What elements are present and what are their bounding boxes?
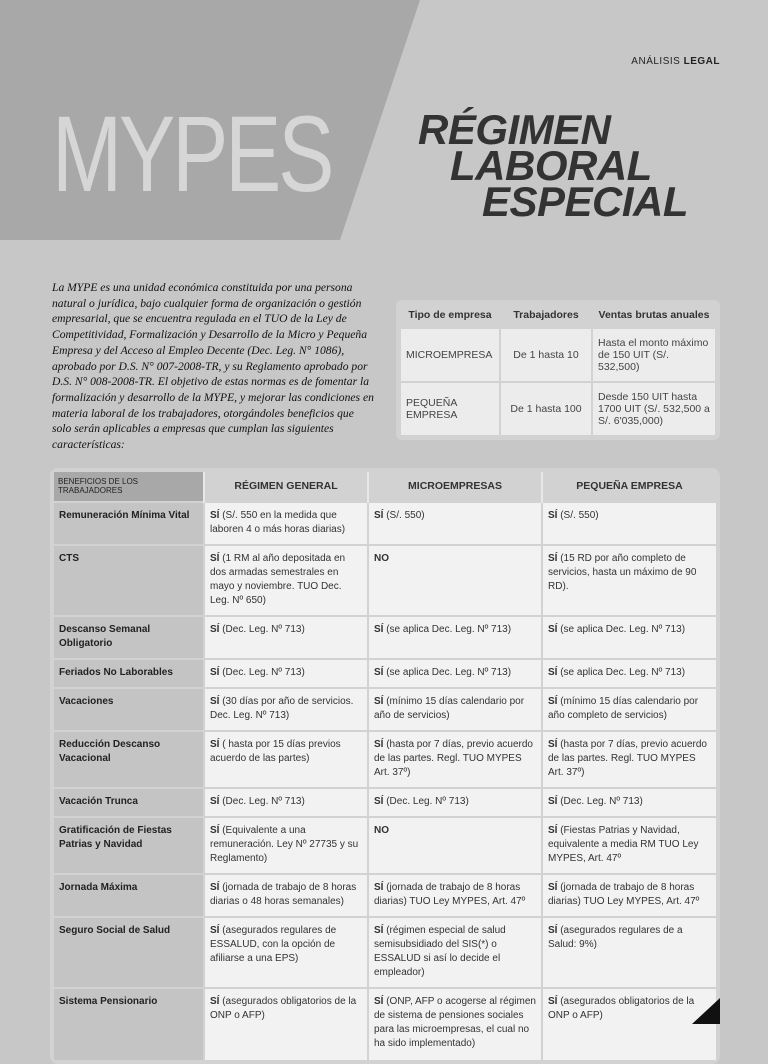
benefit-detail: (Dec. Leg. Nº 713) — [219, 667, 305, 678]
benefit-answer: SÍ — [210, 925, 220, 936]
benefit-answer: SÍ — [210, 510, 220, 521]
benefit-detail: (Dec. Leg. Nº 713) — [219, 796, 305, 807]
benefit-cell-pequena — [542, 988, 716, 1060]
benefit-cell-pequena — [542, 731, 716, 788]
benefit-label: Remuneración Mínima Vital — [54, 502, 204, 545]
benefit-cell-pequena — [542, 616, 716, 659]
table-row — [400, 328, 716, 382]
benefit-detail: ( hasta por 15 días previos acuerdo de las partes) — [210, 739, 341, 764]
benefit-answer: SÍ — [210, 739, 220, 750]
benefit-answer: SÍ — [548, 553, 558, 564]
benefit-label: Descanso Semanal Obligatorio — [54, 616, 204, 659]
benefit-cell-micro — [368, 659, 542, 688]
benefit-answer: SÍ — [374, 925, 384, 936]
benefit-cell-general — [204, 731, 368, 788]
table-row — [54, 817, 716, 874]
benefit-cell-pequena — [542, 502, 716, 545]
benefit-detail: (hasta por 7 días, previo acuerdo de las partes. Regl. TUO MYPES Art. 37º) — [374, 739, 533, 778]
benefit-cell-micro — [368, 502, 542, 545]
benefit-cell-micro — [368, 688, 542, 731]
table-row — [54, 731, 716, 788]
benefit-label: Jornada Máxima — [54, 874, 204, 917]
benefit-cell-micro — [368, 917, 542, 988]
benefit-answer: SÍ — [548, 510, 558, 521]
company-size-table — [396, 300, 720, 440]
benefit-detail: (Dec. Leg. Nº 713) — [219, 624, 305, 635]
benefit-answer: SÍ — [548, 925, 558, 936]
benefit-detail: (1 RM al año depositada en dos armadas semestrales en mayo y noviembre. TUO Dec. Leg. Nº 650) — [210, 553, 346, 606]
benefit-answer: SÍ — [210, 996, 220, 1007]
benefit-label: Sistema Pensionario — [54, 988, 204, 1060]
benefit-answer: SÍ — [374, 696, 384, 707]
benefit-cell-general — [204, 502, 368, 545]
benefit-detail: (30 días por año de servicios. Dec. Leg. Nº 713) — [210, 696, 354, 721]
benefit-cell-general — [204, 874, 368, 917]
benefit-detail: (jornada de trabajo de 8 horas diarias) TUO Ley MYPES, Art. 47º — [374, 882, 526, 907]
table-row — [54, 788, 716, 817]
size-cell: MICROEMPRESA — [400, 328, 500, 382]
benefit-answer: SÍ — [548, 696, 558, 707]
size-cell: Desde 150 UIT hasta 1700 UIT (S/. 532,500 a S/. 6'035,000) — [592, 382, 716, 436]
benefit-label: Seguro Social de Salud — [54, 917, 204, 988]
benefit-cell-micro — [368, 788, 542, 817]
benefits-col-header: RÉGIMEN GENERAL — [204, 472, 368, 502]
benefit-cell-micro — [368, 874, 542, 917]
benefits-table — [50, 468, 720, 1064]
benefit-detail: (S/. 550) — [557, 510, 599, 521]
benefit-detail: (Fiestas Patrias y Navidad, equivalente a media RM TUO Ley MYPES, Art. 47º — [548, 825, 699, 864]
benefit-cell-general — [204, 817, 368, 874]
benefit-answer: SÍ — [374, 667, 384, 678]
benefit-answer: SÍ — [210, 796, 220, 807]
benefit-answer: SÍ — [210, 553, 220, 564]
benefit-answer: SÍ — [210, 882, 220, 893]
benefit-cell-pequena — [542, 917, 716, 988]
benefit-cell-micro — [368, 817, 542, 874]
benefit-answer: SÍ — [548, 882, 558, 893]
benefit-detail: (Dec. Leg. Nº 713) — [557, 796, 643, 807]
benefit-cell-micro — [368, 988, 542, 1060]
benefit-label: Vacación Trunca — [54, 788, 204, 817]
benefit-detail: (se aplica Dec. Leg. Nº 713) — [383, 667, 512, 678]
title-line-1: RÉGIMEN — [418, 106, 611, 153]
benefit-detail: (Equivalente a una remuneración. Ley Nº 27735 y su Reglamento) — [210, 825, 359, 864]
benefit-detail: (jornada de trabajo de 8 horas diarias) TUO Ley MYPES, Art. 47º — [548, 882, 700, 907]
benefit-cell-general — [204, 659, 368, 688]
benefit-cell-general — [204, 688, 368, 731]
benefit-cell-pequena — [542, 688, 716, 731]
benefit-cell-pequena — [542, 545, 716, 616]
benefit-cell-pequena — [542, 817, 716, 874]
benefit-detail: (mínimo 15 días calendario por año de servicios) — [374, 696, 525, 721]
table-row — [54, 659, 716, 688]
benefit-cell-general — [204, 988, 368, 1060]
benefit-answer: SÍ — [210, 696, 220, 707]
section-label: ANÁLISIS LEGAL — [631, 56, 720, 67]
size-col-header: Tipo de empresa — [408, 309, 492, 321]
benefit-detail: (15 RD por año completo de servicios, hasta un máximo de 90 RD). — [548, 553, 697, 592]
benefit-cell-general — [204, 917, 368, 988]
benefit-detail: (Dec. Leg. Nº 713) — [383, 796, 469, 807]
benefit-detail: (asegurados regulares de a Salud: 9%) — [548, 925, 683, 950]
benefit-cell-pequena — [542, 874, 716, 917]
benefit-label: Reducción Descanso Vacacional — [54, 731, 204, 788]
benefit-answer: SÍ — [374, 996, 384, 1007]
benefit-label: Vacaciones — [54, 688, 204, 731]
benefit-detail: (ONP, AFP o acogerse al régimen de sistema de pensiones sociales para las microempresas, el cual no ha sido implementado) — [374, 996, 536, 1049]
benefit-answer: NO — [374, 825, 389, 836]
benefit-cell-pequena — [542, 788, 716, 817]
page-corner-marker — [692, 998, 720, 1024]
table-row — [54, 988, 716, 1060]
benefit-answer: SÍ — [548, 739, 558, 750]
benefit-answer: SÍ — [210, 667, 220, 678]
benefit-cell-general — [204, 788, 368, 817]
size-cell: De 1 hasta 100 — [500, 382, 592, 436]
benefit-detail: (asegurados obligatorios de la ONP o AFP) — [548, 996, 695, 1021]
benefit-label: CTS — [54, 545, 204, 616]
benefit-detail: (se aplica Dec. Leg. Nº 713) — [383, 624, 512, 635]
benefit-answer: SÍ — [374, 510, 384, 521]
benefit-answer: SÍ — [210, 825, 220, 836]
benefit-answer: SÍ — [374, 624, 384, 635]
benefit-cell-general — [204, 616, 368, 659]
benefit-answer: SÍ — [374, 882, 384, 893]
benefit-detail: (asegurados regulares de ESSALUD, con la opción de afiliarse a una EPS) — [210, 925, 337, 964]
benefit-cell-micro — [368, 616, 542, 659]
title-line-2: LABORAL — [450, 142, 652, 189]
size-cell: Hasta el monto máximo de 150 UIT (S/. 532,500) — [592, 328, 716, 382]
benefit-answer: SÍ — [548, 667, 558, 678]
benefit-label: Feriados No Laborables — [54, 659, 204, 688]
table-row — [54, 917, 716, 988]
intro-paragraph: La MYPE es una unidad económica constituida por una persona natural o jurídica, bajo cualquier forma de organización o gestión empresarial, que se encuentra regulada en el TUO de la Ley de Competitividad, Formalización y Desarrollo de la Micro y Pequeña Empresa y del Acceso al Empleo Decente (Dec. Leg. N° 1086), aprobado por D.S. N° 007-2008-TR, y su Reglamento aprobado por D.S. N° 008-2008-TR. El objetivo de estas normas es de fomentar la formalización y desarrollo de la MYPE, y mejorar las condiciones en materia laboral de los trabajadores, otorgándoles beneficios que solo serán aplicables a empresas que cumplan las siguientes características: — [52, 281, 374, 452]
benefit-detail: (se aplica Dec. Leg. Nº 713) — [557, 667, 686, 678]
benefit-detail: (se aplica Dec. Leg. Nº 713) — [557, 624, 686, 635]
benefit-cell-micro — [368, 731, 542, 788]
benefit-answer: NO — [374, 553, 389, 564]
benefit-detail: (S/. 550 en la medida que laboren 4 o más horas diarias) — [210, 510, 346, 535]
benefit-detail: (mínimo 15 días calendario por año completo de servicios) — [548, 696, 699, 721]
benefit-answer: SÍ — [548, 796, 558, 807]
benefit-detail: (régimen especial de salud semisubsidiado del SIS(*) o ESSALUD si así lo decide el empleador) — [374, 925, 506, 978]
table-row — [54, 502, 716, 545]
benefit-answer: SÍ — [374, 796, 384, 807]
benefit-detail: (S/. 550) — [383, 510, 425, 521]
size-col-header: Ventas brutas anuales — [598, 309, 710, 321]
benefit-label: Gratificación de Fiestas Patrias y Navidad — [54, 817, 204, 874]
benefits-col-header: PEQUEÑA EMPRESA — [542, 472, 716, 502]
table-row — [400, 382, 716, 436]
title-line-3: ESPECIAL — [482, 178, 689, 225]
benefit-answer: SÍ — [548, 624, 558, 635]
benefit-cell-general — [204, 545, 368, 616]
table-row — [54, 688, 716, 731]
benefit-answer: SÍ — [210, 624, 220, 635]
table-row — [54, 616, 716, 659]
benefits-col-header: MICROEMPRESAS — [368, 472, 542, 502]
benefit-answer: SÍ — [548, 996, 558, 1007]
size-col-header: Trabajadores — [513, 309, 579, 321]
table-row — [54, 874, 716, 917]
benefit-detail: (jornada de trabajo de 8 horas diarias o 48 horas semanales) — [210, 882, 357, 907]
benefits-col-header: BENEFICIOS DE LOS TRABAJADORES — [54, 472, 204, 502]
table-row — [54, 545, 716, 616]
benefit-cell-micro — [368, 545, 542, 616]
benefit-cell-pequena — [542, 659, 716, 688]
benefit-detail: (asegurados obligatorios de la ONP o AFP) — [210, 996, 357, 1021]
benefit-answer: SÍ — [548, 825, 558, 836]
page-title — [418, 106, 689, 225]
size-cell: PEQUEÑA EMPRESA — [400, 382, 500, 436]
benefit-detail: (hasta por 7 días, previo acuerdo de las partes. Regl. TUO MYPES Art. 37º) — [548, 739, 707, 778]
big-word-mypes: MYPES — [52, 93, 332, 214]
size-cell: De 1 hasta 10 — [500, 328, 592, 382]
benefit-answer: SÍ — [374, 739, 384, 750]
